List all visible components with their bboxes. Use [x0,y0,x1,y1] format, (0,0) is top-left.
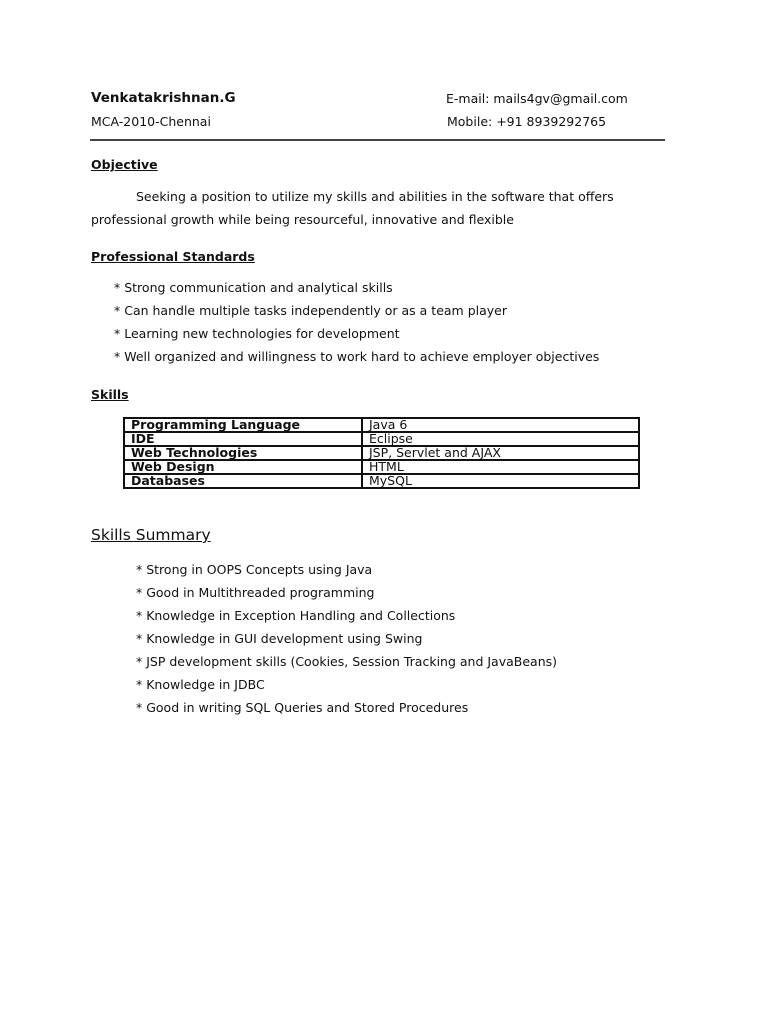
list-item: * Good in writing SQL Queries and Stored Procedures [136,700,469,715]
skill-category: Web Technologies [124,446,362,460]
contact-email: E-mail: mails4gv@gmail.com [446,91,628,106]
skills-summary-list [136,558,557,719]
list-item: * Knowledge in Exception Handling and Collections [136,608,456,623]
skill-value: Eclipse [362,432,639,446]
skills-heading: Skills [91,387,129,402]
list-item: * Strong communication and analytical skills [114,280,393,295]
skill-value: MySQL [362,474,639,488]
list-item: * Good in Multithreaded programming [136,585,375,600]
skills-summary-heading: Skills Summary [91,526,211,544]
list-item: * Knowledge in GUI development using Swing [136,631,423,646]
skill-value: HTML [362,460,639,474]
standards-list [114,276,599,368]
skill-category: Programming Language [124,418,362,432]
list-item: * JSP development skills (Cookies, Session Tracking and JavaBeans) [136,654,558,669]
skill-category: IDE [124,432,362,446]
table-row [124,446,639,460]
skills-table [123,417,640,489]
contact-mobile: Mobile: +91 8939292765 [447,114,607,129]
candidate-name: Venkatakrishnan.G [91,90,236,106]
list-item: * Can handle multiple tasks independently or as a team player [114,303,507,318]
list-item: * Learning new technologies for development [114,326,400,341]
candidate-degree: MCA-2010-Chennai [91,114,211,129]
standards-heading: Professional Standards [91,249,255,264]
table-row [124,460,639,474]
list-item: * Well organized and willingness to work hard to achieve employer objectives [114,349,600,364]
skill-value: JSP, Servlet and AJAX [362,446,639,460]
table-row [124,418,639,432]
skill-category: Web Design [124,460,362,474]
skill-value: Java 6 [362,418,639,432]
table-row [124,432,639,446]
table-row [124,474,639,488]
header-divider [90,139,665,141]
list-item: * Strong in OOPS Concepts using Java [136,562,373,577]
objective-text: Seeking a position to utilize my skills and abilities in the software that offers professional growth while being resourceful, innovative and flexible [91,189,614,227]
objective-heading: Objective [91,157,158,172]
list-item: * Knowledge in JDBC [136,677,265,692]
skill-category: Databases [124,474,362,488]
